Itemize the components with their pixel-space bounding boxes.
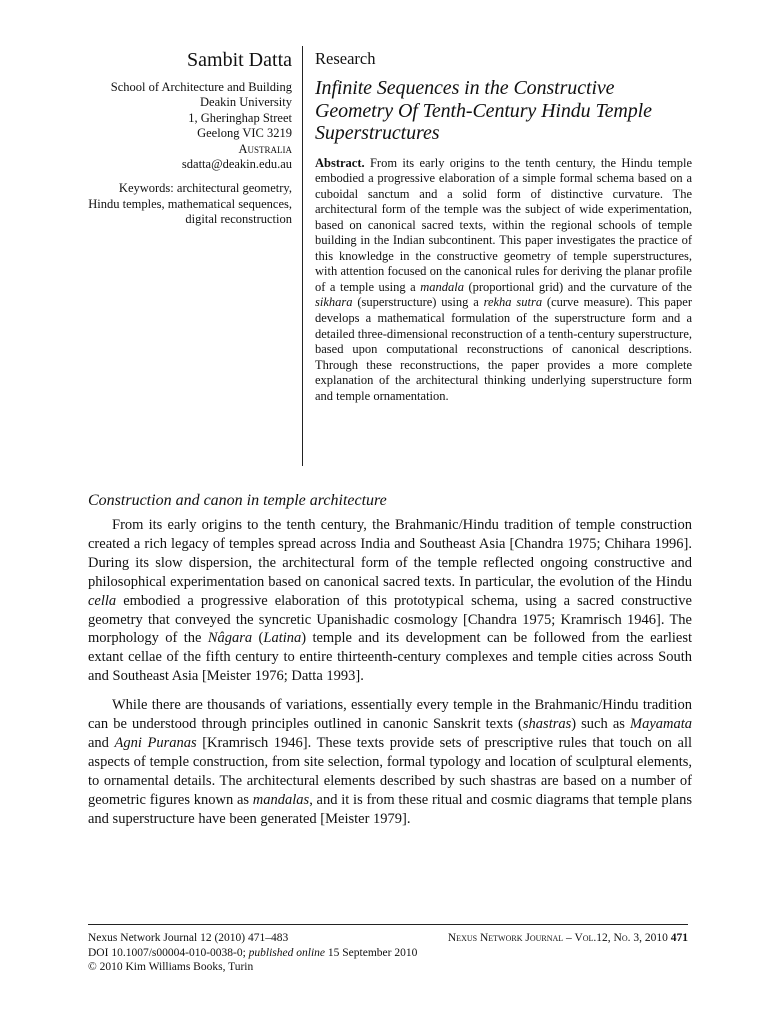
paragraph-text: and (88, 734, 115, 751)
abstract-text: (superstructure) using a (352, 295, 484, 310)
affiliation-line: School of Architecture and Building (110, 80, 292, 94)
author-name: Sambit Datta (187, 49, 292, 71)
keywords: Keywords: architectural geometry, Hindu temples, mathematical sequences, digital reconstruction (88, 181, 292, 227)
abstract-term: sikhara (315, 295, 353, 310)
paragraph-text: embodied a progressive elaboration of this prototypical schema, using a sacred constructive geometry that conveyed the syncretic Upanishadic cosmology [Chandra 1975; Kramrisch 1946]. The morphology of the (88, 592, 692, 647)
abstract-term: mandala (420, 279, 464, 294)
footer (88, 931, 688, 975)
paragraph-term: mandalas (252, 791, 310, 808)
published-label: published online (248, 946, 326, 959)
abstract-text: From its early origins to the tenth century, the Hindu temple embodied a progressive elaboration of a simple formal schema based on a cuboidal sanctum and a solid form of distinctive curvature. The architectural form of the temple was the subject of wide experimentation, based on canonical sacred texts, within the regional schools of temple building in the Indian subcontinent. This paper investigates the practice of this knowledge in the constructive geometry of temple superstructures, with attention focused on the canonical rules for deriving the planar profile of a temple using a (315, 155, 692, 294)
paragraph-term: Nâgara (207, 630, 253, 647)
paragraph-term: Agni Puranas (114, 734, 197, 751)
section-label: Research (315, 49, 376, 68)
body-text (88, 490, 692, 839)
paragraph-text: While there are thousands of variations, essentially every temple in the Brahmanic/Hindu tradition can be understood through principles outlined in canonic Sanskrit texts ( (88, 697, 692, 733)
footer-rule (88, 924, 688, 925)
doi[interactable]: DOI 10.1007/s00004-010-0038-0; (88, 946, 246, 959)
paragraph-text: From its early origins to the tenth century, the Brahmanic/Hindu tradition of temple construction created a rich legacy of temples spread across India and Southeast Asia [Chandra 1975; Chihara 1996]. During its slow dispersion, the architectural form of the temple reflected ongoing constructive and philosophical experimentation based on canonical sacred texts. In particular, the evolution of the Hindu (88, 517, 692, 590)
author-email[interactable]: sdatta@deakin.edu.au (181, 157, 292, 172)
page-number: 471 (670, 932, 688, 944)
paper-title: Infinite Sequences in the Constructive Geometry Of Tenth-Century Hindu Temple Superstructures (315, 77, 652, 144)
paragraph-text: ) temple and its development can be followed from the earliest extant cellae of the fifth century to entire thirteenth-century complexes and temple cities across South and Southeast Asia [Meister 1976; Datta 1993]. (88, 630, 692, 685)
paragraph-term: shastras (522, 716, 572, 733)
paragraph (88, 696, 692, 828)
author-country: Australia (238, 141, 292, 156)
abstract-term: rekha sutra (483, 295, 543, 310)
paragraph-text: ) such as (571, 716, 630, 733)
section-heading: Construction and canon in temple architecture (88, 492, 387, 509)
paragraph-term: Mayamata (629, 716, 692, 733)
paragraph-text: [Kramrisch 1946]. These texts provide sets of prescriptive rules that touch on all aspects of temple construction, from site selection, formal typology and location of sculptural elements, to ornamental details. The architectural elements described by such shastras are based on a number of geometric figures known as (88, 734, 693, 808)
paragraph-term: cella (88, 592, 117, 609)
copyright: © 2010 Kim Williams Books, Turin (88, 961, 254, 973)
affiliation-line: Geelong VIC 3219 (197, 126, 292, 141)
column-divider (302, 46, 303, 466)
article-header (315, 48, 692, 404)
running-head: Nexus Network Journal – Vol.12, No. 3, 2010 (447, 932, 668, 944)
published-date: 15 September 2010 (327, 946, 418, 959)
abstract-text: (curve measure). This paper develops a mathematical formulation of the superstructure form and a detailed three-dimensional reconstruction of a tenth-century superstructure, based upon computational reconstructions of canonical descriptions. Through these reconstructions, the paper provides a more complete explanation of the architectural thinking underlying superstructure form and temple ornamentation. (315, 295, 692, 403)
journal-reference: Nexus Network Journal 12 (2010) 471–483 (88, 932, 289, 944)
abstract-label: Abstract. (315, 155, 365, 170)
author-block (88, 48, 292, 228)
paragraph-text: , and it is from these ritual and cosmic diagrams that temple plans and superstructure have been generated [Meister 1979]. (88, 791, 692, 827)
affiliation-line: Deakin University (200, 95, 292, 110)
affiliation-line: 1, Gheringhap Street (188, 110, 292, 125)
paragraph (88, 516, 692, 686)
paragraph-term: Latina (263, 630, 302, 647)
abstract (315, 156, 692, 405)
paragraph-text: ( (252, 630, 264, 647)
abstract-text: (proportional grid) and the curvature of the (463, 279, 692, 294)
